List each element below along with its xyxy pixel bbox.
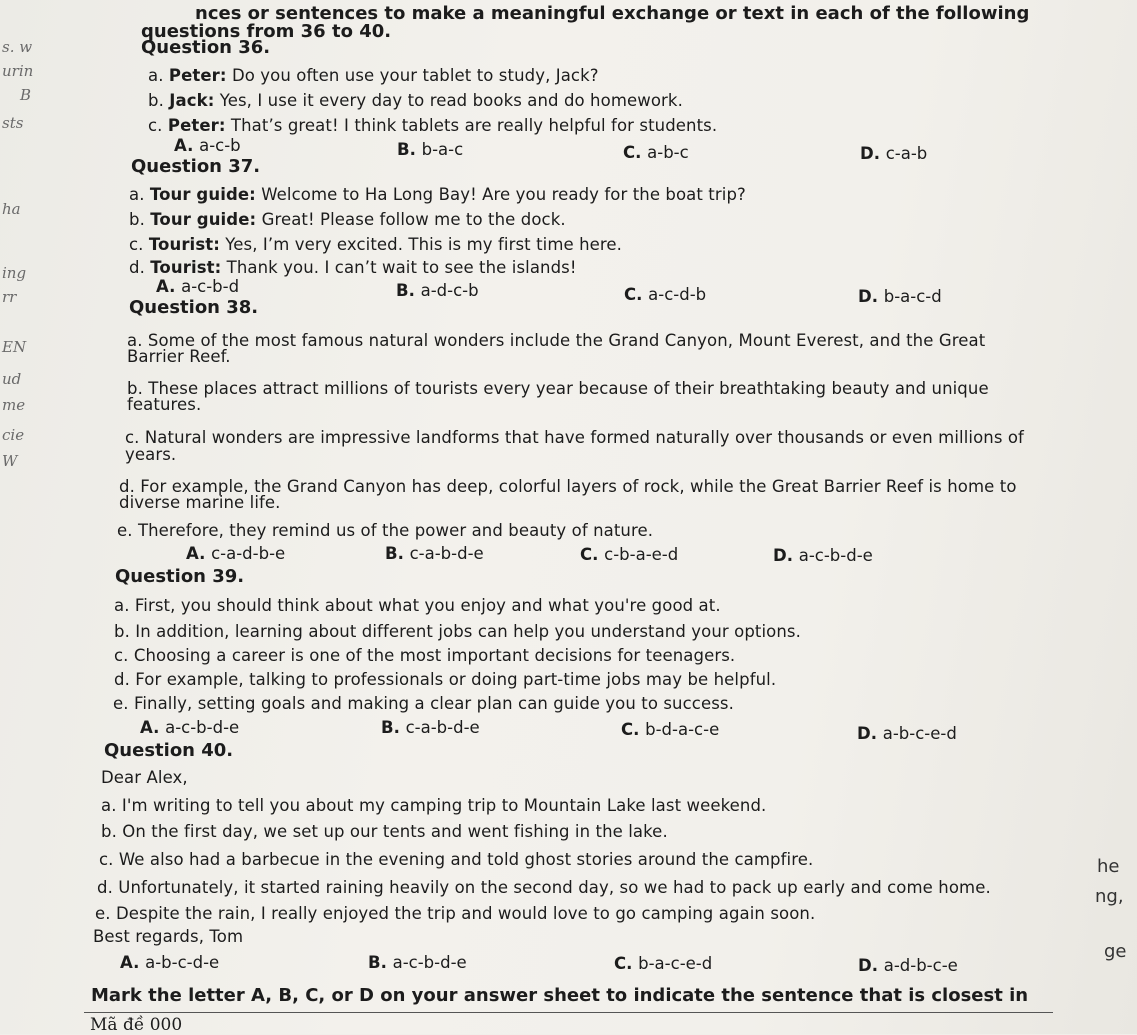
q39-line-a: a. First, you should think about what you enjoy and what you're good at. (114, 596, 721, 615)
q40-greeting: Dear Alex, (101, 768, 188, 787)
q40-option-b[interactable]: B. a-c-b-d-e (368, 953, 467, 972)
q40-option-a[interactable]: A. a-b-c-d-e (120, 953, 220, 972)
margin-scrap: urin (2, 62, 34, 80)
margin-scrap: EN (2, 338, 27, 356)
q38-line-b-cont: features. (127, 395, 202, 414)
q36-option-c[interactable]: C. a-b-c (623, 143, 689, 162)
margin-scrap: ng, (1095, 886, 1124, 907)
q37-option-a[interactable]: A. a-c-b-d (156, 277, 240, 296)
q38-option-b[interactable]: B. c-a-b-d-e (385, 544, 484, 563)
q38-line-e: e. Therefore, they remind us of the power and beauty of nature. (117, 521, 654, 540)
q39-line-c: c. Choosing a career is one of the most important decisions for teenagers. (114, 646, 736, 665)
q39-line-e: e. Finally, setting goals and making a clear plan can guide you to success. (113, 694, 734, 713)
q38-line-d-cont: diverse marine life. (119, 493, 281, 512)
q39-option-d[interactable]: D. a-b-c-e-d (857, 724, 957, 743)
exam-code: Mã đề 000 (90, 1015, 183, 1035)
question-37-title: Question 37. (131, 156, 261, 177)
instructions-header-cont: questions from 36 to 40. (141, 21, 392, 42)
q37-option-b[interactable]: B. a-d-c-b (396, 281, 479, 300)
question-40-title: Question 40. (104, 740, 234, 761)
q36-line-c: c. Peter: That’s great! I think tablets are really helpful for students. (148, 116, 718, 135)
instructions-header: nces or sentences to make a meaningful exchange or text in each of the following (195, 3, 1030, 24)
footer-divider (84, 1012, 1053, 1013)
q37-option-d[interactable]: D. b-a-c-d (858, 287, 942, 306)
q36-line-a: a. Peter: Do you often use your tablet to study, Jack? (148, 66, 599, 85)
q40-line-b: b. On the first day, we set up our tents and went fishing in the lake. (101, 822, 668, 841)
q39-option-c[interactable]: C. b-d-a-c-e (621, 720, 720, 739)
q36-line-b: b. Jack: Yes, I use it every day to read books and do homework. (148, 91, 683, 110)
margin-scrap: ing (2, 264, 27, 282)
question-38-title: Question 38. (129, 297, 259, 318)
margin-scrap: s. w (2, 38, 33, 56)
q40-line-a: a. I'm writing to tell you about my camping trip to Mountain Lake last weekend. (101, 796, 767, 815)
q40-option-d[interactable]: D. a-d-b-c-e (858, 956, 958, 975)
margin-scrap: me (2, 396, 26, 414)
q39-option-a[interactable]: A. a-c-b-d-e (140, 718, 240, 737)
margin-scrap: sts (2, 114, 24, 132)
q38-line-c: c. Natural wonders are impressive landforms that have formed naturally over thousands or even millions of (125, 428, 1024, 447)
margin-scrap: he (1097, 856, 1120, 877)
margin-scrap: rr (2, 288, 17, 306)
q38-line-d: d. For example, the Grand Canyon has deep, colorful layers of rock, while the Great Barrier Reef is home to (119, 477, 1017, 496)
question-39-title: Question 39. (115, 566, 245, 587)
q37-option-c[interactable]: C. a-c-d-b (624, 285, 707, 304)
q40-line-e: e. Despite the rain, I really enjoyed the trip and would love to go camping again soon. (95, 904, 816, 923)
q38-line-a: a. Some of the most famous natural wonders include the Grand Canyon, Mount Everest, and the Great (127, 331, 986, 350)
margin-scrap: cie (2, 426, 25, 444)
q36-option-b[interactable]: B. b-a-c (397, 140, 464, 159)
question-36-title: Question 36. (141, 37, 271, 58)
q40-line-d: d. Unfortunately, it started raining heavily on the second day, so we had to pack up early and come home. (97, 878, 991, 897)
q38-option-c[interactable]: C. c-b-a-e-d (580, 545, 679, 564)
q39-option-b[interactable]: B. c-a-b-d-e (381, 718, 480, 737)
margin-scrap: ge (1104, 941, 1127, 962)
q37-line-a: a. Tour guide: Welcome to Ha Long Bay! Are you ready for the boat trip? (129, 185, 746, 204)
q40-line-c: c. We also had a barbecue in the evening and told ghost stories around the campfire. (99, 850, 814, 869)
q40-option-c[interactable]: C. b-a-c-e-d (614, 954, 713, 973)
q37-line-b: b. Tour guide: Great! Please follow me to the dock. (129, 210, 566, 229)
q38-line-b: b. These places attract millions of tourists every year because of their breathtaking beauty and unique (127, 379, 989, 398)
q38-line-a-cont: Barrier Reef. (127, 347, 231, 366)
q40-closing: Best regards, Tom (93, 927, 244, 946)
q39-line-b: b. In addition, learning about different jobs can help you understand your options. (114, 622, 801, 641)
q36-option-a[interactable]: A. a-c-b (174, 136, 241, 155)
margin-scrap: ud (2, 370, 22, 388)
q37-line-c: c. Tourist: Yes, I’m very excited. This is my first time here. (129, 235, 623, 254)
margin-scrap: W (2, 452, 18, 470)
q37-line-d: d. Tourist: Thank you. I can’t wait to see the islands! (129, 258, 577, 277)
q39-line-d: d. For example, talking to professionals or doing part-time jobs may be helpful. (114, 670, 777, 689)
next-instructions: Mark the letter A, B, C, or D on your answer sheet to indicate the sentence that is closest in (91, 985, 1029, 1006)
margin-scrap: B (20, 86, 32, 104)
q38-option-a[interactable]: A. c-a-d-b-e (186, 544, 286, 563)
margin-scrap: ha (2, 200, 21, 218)
q36-option-d[interactable]: D. c-a-b (860, 144, 928, 163)
q38-line-c-cont: years. (125, 445, 177, 464)
q38-option-d[interactable]: D. a-c-b-d-e (773, 546, 873, 565)
